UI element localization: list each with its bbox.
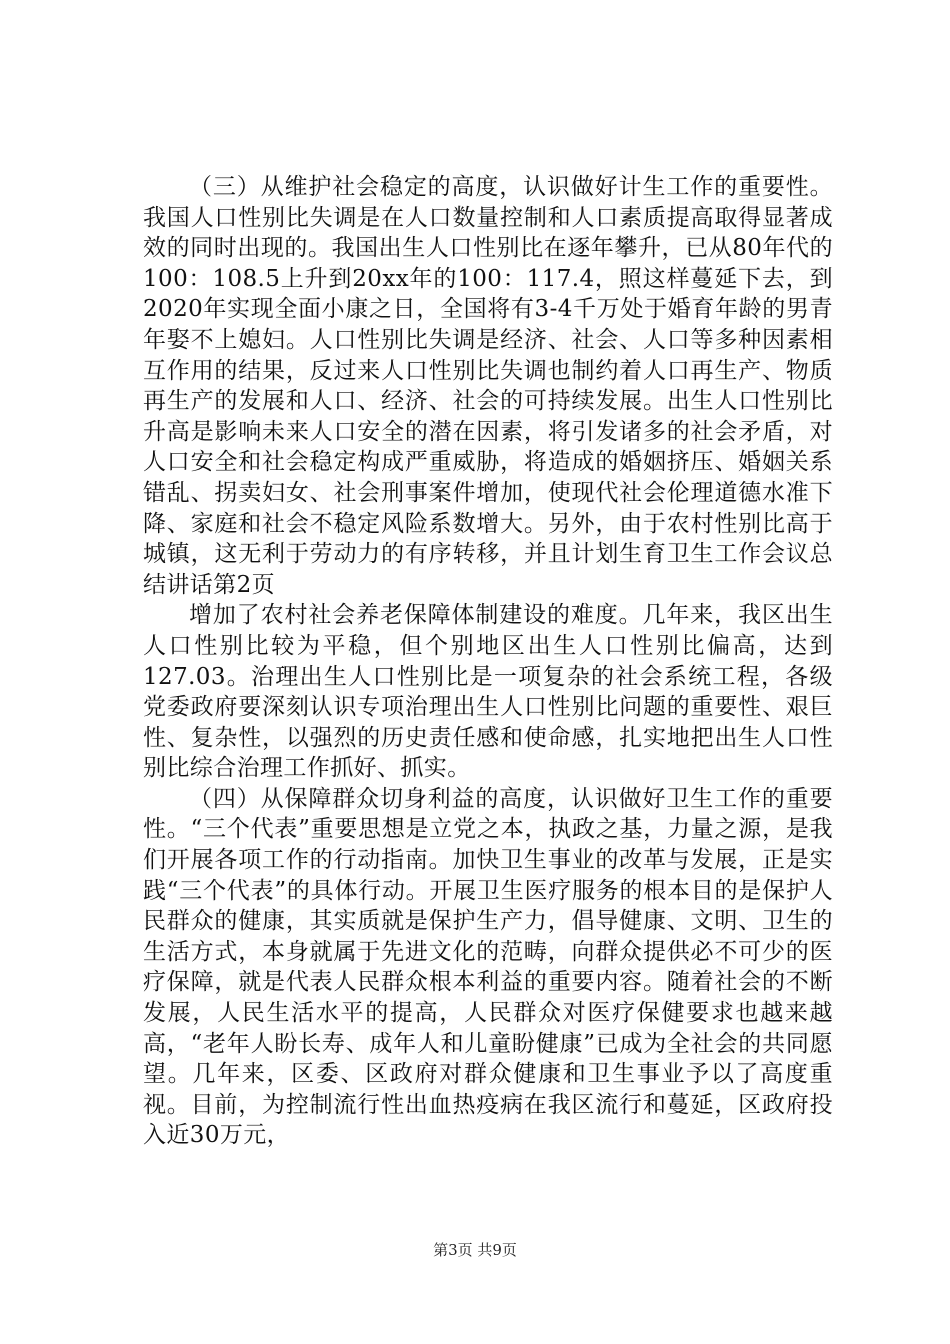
page-footer: 第3页 共9页 bbox=[433, 1241, 517, 1259]
paragraph-stability: （三）从维护社会稳定的高度，认识做好计生工作的重要性。我国人口性别比失调是在人口数量控制和人口素质提高取得显著成效的同时出现的。我国出生人口性别比在逐年攀升，已从80年代的100：108.5上升到20xx年的100：117.4，照这样蔓延下去，到2020年实现全面小康之日，全国将有3-4千万处于婚育年龄的男青年娶不上媳妇。人口性别比失调是经济、社会、人口等多种因素相互作用的结果，反过来人口性别比失调也制约着人口再生产、物质再生产的发展和人口、经济、社会的可持续发展。出生人口性别比升高是影响未来人口安全的潜在因素，将引发诸多的社会矛盾，对人口安全和社会稳定构成严重威胁，将造成的婚姻挤压、婚姻关系错乱、拐卖妇女、社会刑事案件增加，使现代社会伦理道德水准下降、家庭和社会不稳定风险系数增大。另外，由于农村性别比高于城镇，这无利于劳动力的有序转移，并且计划生育卫生工作会议总结讲话第2页 bbox=[143, 174, 833, 598]
document-body bbox=[143, 172, 833, 1151]
paragraph-pension: 增加了农村社会养老保障体制建设的难度。几年来，我区出生人口性别比较为平稳，但个别地区出生人口性别比偏高，达到127.03。治理出生人口性别比是一项复杂的社会系统工程，各级党委政府要深刻认识专项治理出生人口性别比问题的重要性、艰巨性、复杂性，以强烈的历史责任感和使命感，扎实地把出生人口性别比综合治理工作抓好、抓实。 bbox=[143, 602, 833, 782]
paragraph-health: （四）从保障群众切身利益的高度，认识做好卫生工作的重要性。“三个代表”重要思想是立党之本，执政之基，力量之源，是我们开展各项工作的行动指南。加快卫生事业的改革与发展，正是实践“三个代表”的具体行动。开展卫生医疗服务的根本目的是保护人民群众的健康，其实质就是保护生产力，倡导健康、文明、卫生的生活方式，本身就属于先进文化的范畴，向群众提供必不可少的医疗保障，就是代表人民群众根本利益的重要内容。随着社会的不断发展，人民生活水平的提高，人民群众对医疗保健要求也越来越高，“老年人盼长寿、成年人和儿童盼健康”已成为全社会的共同愿望。几年来，区委、区政府对群众健康和卫生事业予以了高度重视。目前，为控制流行性出血热疫病在我区流行和蔓延，区政府投入近30万元， bbox=[143, 785, 833, 1149]
